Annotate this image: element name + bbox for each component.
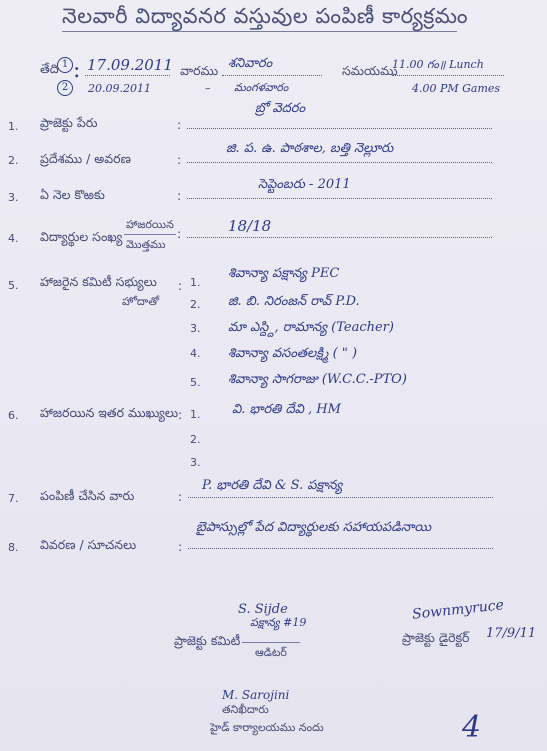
row-4-colon: :	[177, 226, 182, 241]
time-value-1: 11.00 గం॥ Lunch	[392, 58, 484, 71]
committee-num-1: 1.	[190, 276, 201, 289]
others-num-2: 2.	[190, 433, 201, 446]
row-8-num: 8.	[8, 541, 19, 554]
row-1-num: 1.	[8, 120, 19, 133]
committee-num-3: 3.	[190, 322, 201, 335]
row-7-dots	[188, 497, 493, 498]
row-2-num: 2.	[8, 154, 19, 167]
row-5-colon: :	[178, 278, 183, 293]
others-num-1: 1.	[190, 408, 201, 421]
committee-member-3: మా ఎస్ద్ది, రామాన్య (Teacher)	[228, 320, 394, 335]
committee-signature: S. Sijde	[238, 602, 288, 617]
witness-label: తనిఖీదారు	[222, 703, 269, 716]
circle-mark-2: 2	[57, 80, 73, 96]
others-member-1: వి. భారతి దేవి , HM	[232, 402, 341, 417]
row-6-colon: :	[178, 407, 183, 422]
row-5-sublabel: హోదాతో	[122, 295, 160, 308]
row-3-label: ఏ నెల కొఱకు	[40, 187, 105, 202]
time-label: సమయము	[342, 63, 398, 78]
row-4-label: విద్యార్థుల సంఖ్య	[40, 229, 123, 244]
committee-member-2: జి. బి. నిరంజన్ రావ్ P.D.	[228, 294, 360, 309]
row-5-label: హాజరైన కమిటీ సభ్యులు	[40, 274, 157, 289]
row-4-fraction-line	[124, 234, 176, 235]
time-dots	[392, 75, 504, 76]
row-8-dots	[188, 548, 493, 549]
row-2-label: ప్రదేశము / అవరణ	[40, 151, 131, 166]
row-4-dots	[187, 237, 492, 238]
date-value-1: 17.09.2011	[87, 56, 173, 74]
row-4-num: 4.	[8, 232, 19, 245]
committee-member-5: శివాన్యా సాగరాజు (W.C.C.-PTO)	[228, 372, 407, 387]
row-4-value: 18/18	[228, 217, 272, 235]
day-value-2: మంగళవారం	[234, 81, 289, 94]
row-7-num: 7.	[8, 492, 19, 505]
committee-member-4: శివాన్యా వసంతలక్ష్మి ( " )	[228, 346, 358, 361]
row-1-value: బ్రో వెదరం	[255, 101, 306, 116]
time-value-2: 4.00 PM Games	[412, 82, 501, 95]
date-value-2: 20.09.2011	[88, 82, 151, 95]
director-date: 17/9/11	[486, 626, 537, 641]
committee-member-1: శివాన్యా పక్షాన్య PEC	[228, 266, 340, 281]
witness-signature: M. Sarojini	[222, 688, 290, 702]
committee-num-4: 4.	[190, 347, 201, 360]
others-num-3: 3.	[190, 456, 201, 469]
row-2-colon: :	[177, 152, 182, 167]
row-7-label: పంపిణీ చేసిన వారు	[40, 488, 135, 503]
row-7-colon: :	[178, 489, 183, 504]
row-6-num: 6.	[8, 409, 19, 422]
committee-num-2: 2.	[190, 298, 201, 311]
day-value-1: శనివారం	[228, 56, 273, 71]
corner-mark: 4	[462, 710, 482, 745]
ditto-mark: –	[205, 82, 211, 95]
row-2-value: జి. ప. ఉ. పాఠశాల, బత్తి నెల్లూరు	[226, 141, 394, 156]
row-4-total-label: మొత్తము	[126, 238, 166, 251]
form-title: నెలవారీ విద్యావనర వస్తువుల పంపిణీ కార్యక్రమం	[62, 4, 469, 28]
committee-num-5: 5.	[190, 376, 201, 389]
date-label: తేది	[40, 61, 59, 76]
row-5-num: 5.	[8, 279, 19, 292]
row-8-colon: :	[178, 539, 183, 554]
director-signature: Sownmyruce	[411, 597, 505, 623]
director-label: ప్రాజెక్టు డైరెక్టర్	[402, 630, 470, 645]
row-1-dots	[187, 128, 492, 129]
title-underline	[62, 31, 457, 32]
day-dots	[222, 75, 322, 76]
row-8-label: వివరణ / సూచనలు	[40, 537, 137, 552]
row-1-label: ప్రాజెక్టు పేరు	[40, 115, 98, 130]
row-8-value: బైపాస్సుల్లో పేద విద్యార్థులకు సహాయపడినాయి	[196, 520, 432, 535]
row-7-value: P. భారతి దేవి & S. పక్షాన్య	[202, 478, 343, 493]
committee-sign-line	[242, 642, 300, 643]
row-3-value: సెప్టెంబరు - 2011	[258, 177, 351, 192]
committee-sublabel: ఆడిటర్	[255, 646, 287, 659]
date-dots	[85, 75, 170, 76]
row-4-present-label: హాజరయిన	[126, 218, 174, 231]
day-label: వారము	[180, 63, 219, 78]
row-3-num: 3.	[8, 191, 19, 204]
row-2-dots	[187, 162, 492, 163]
date-brace: :	[73, 58, 81, 83]
row-1-colon: :	[177, 117, 182, 132]
committee-signature-2: పక్షాన్య #19	[250, 616, 307, 629]
circle-mark-1: 1	[57, 57, 73, 73]
row-6-label: హాజరయిన ఇతర ముఖ్యులు	[40, 405, 179, 420]
committee-label: ప్రాజెక్టు కమిటీ	[174, 633, 241, 648]
office-label: హైడ్ కార్యాలయము నందు	[210, 721, 324, 734]
row-3-colon: :	[177, 188, 182, 203]
row-3-dots	[187, 198, 492, 199]
